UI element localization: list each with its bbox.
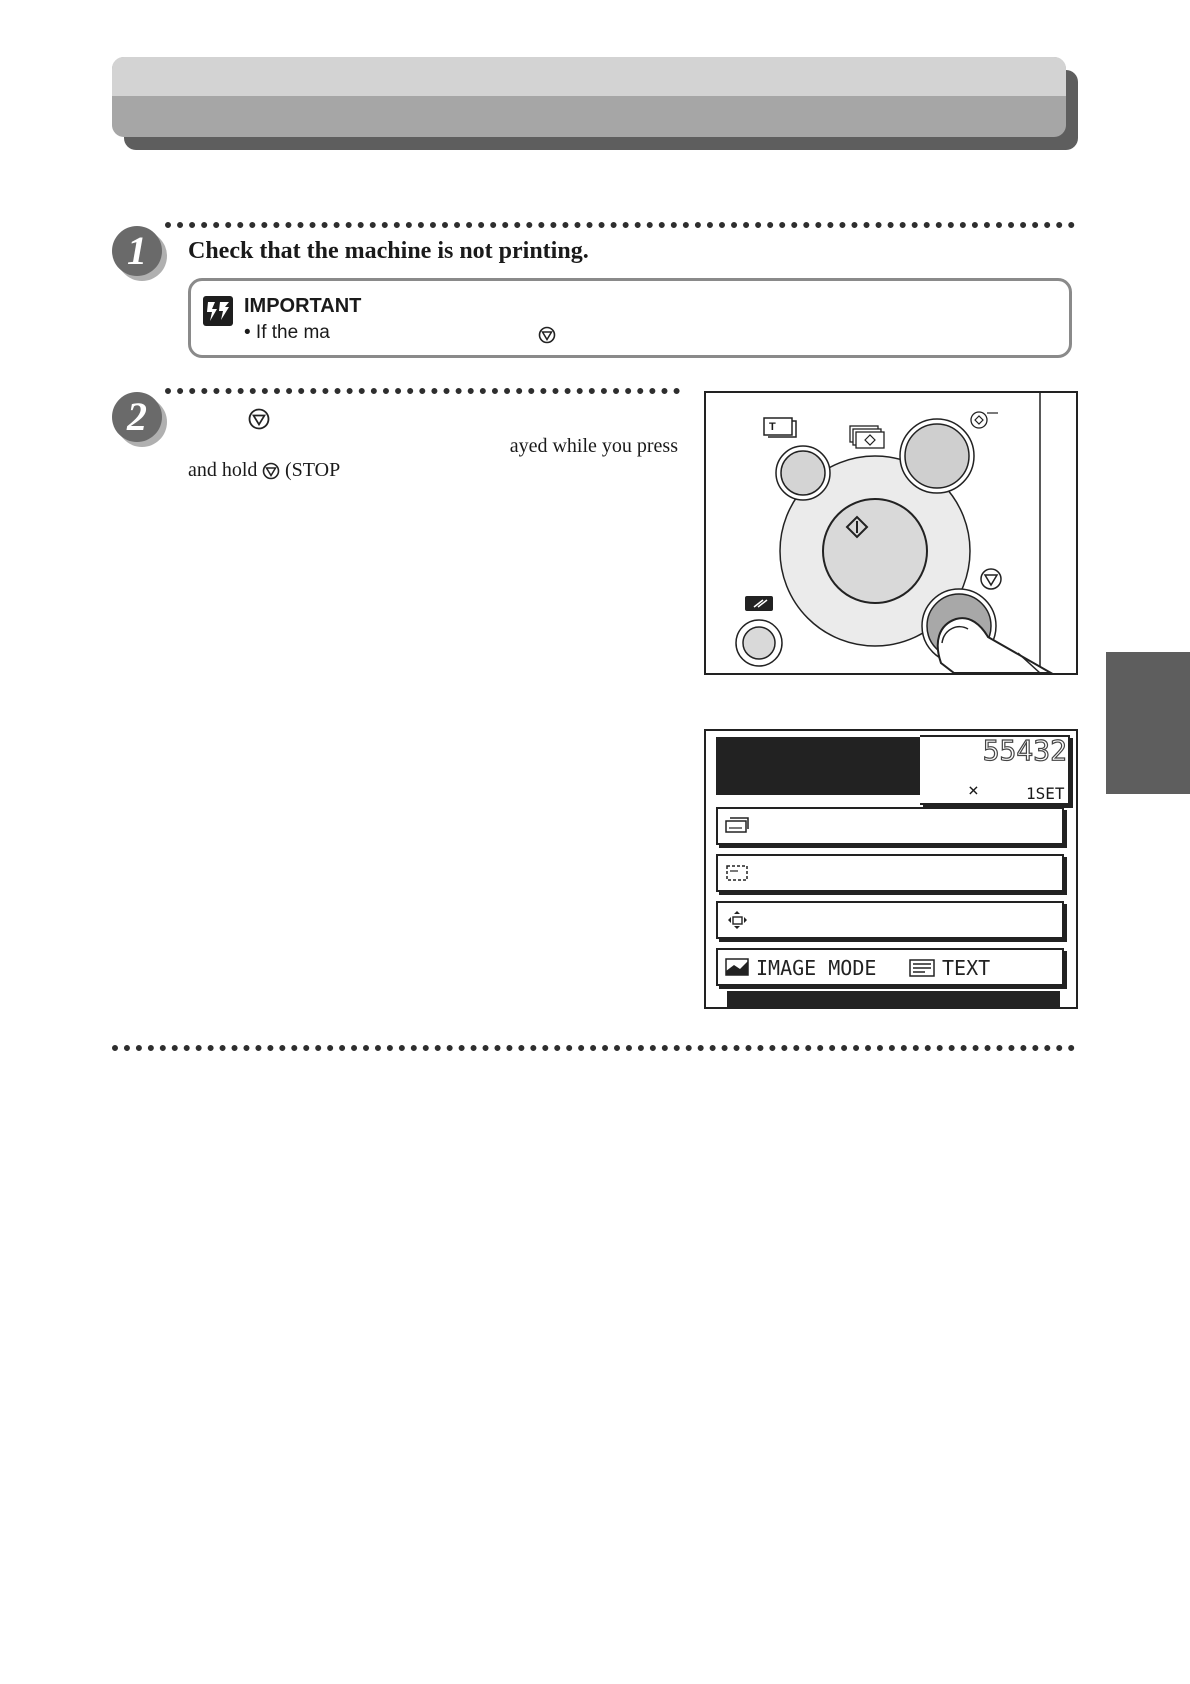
important-title: IMPORTANT: [244, 295, 362, 317]
lcd-row-image-mode[interactable]: [716, 948, 1064, 986]
step2-text-line2: ayed while you press: [509, 435, 678, 457]
step1-badge: 1: [112, 226, 162, 276]
panel-t-label: T: [769, 421, 776, 433]
dotted-rule-step1: [165, 222, 1075, 228]
original-size-icon: [724, 863, 750, 883]
important-icon: [203, 296, 233, 326]
lcd-message-area: [716, 737, 923, 795]
paper-tray-icon: [724, 816, 750, 836]
lcd-bottom-bar: [727, 991, 1060, 1009]
text-mode-label: TEXT: [942, 956, 991, 980]
step2-text-line3a: and hold: [188, 459, 258, 481]
image-mode-label: IMAGE MODE: [756, 956, 877, 980]
chapter-side-tab: [1106, 652, 1190, 794]
header-bar: [112, 57, 1066, 137]
lcd-row-paper-select[interactable]: [716, 807, 1064, 845]
lcd-row-zoom[interactable]: [716, 901, 1064, 939]
step1-title: Check that the machine is not printing.: [188, 238, 589, 264]
dotted-rule-step2: [165, 388, 680, 394]
lcd-set-label: 1SET: [1026, 784, 1065, 803]
lcd-counter: 55432: [982, 734, 1067, 767]
stop-key-icon: [248, 408, 270, 430]
step2-text-line3b: (STOP: [285, 459, 341, 481]
important-text: • If the ma: [244, 322, 330, 343]
step2-badge: 2: [112, 392, 162, 442]
stop-key-icon: [262, 462, 280, 480]
zoom-arrows-icon: [724, 910, 750, 930]
lcd-row-original-size[interactable]: [716, 854, 1064, 892]
important-box: [188, 278, 1072, 358]
dotted-rule-bottom: [112, 1045, 1075, 1051]
operation-panel-illustration: [704, 391, 1078, 675]
lcd-times: ×: [968, 780, 979, 801]
image-mode-icon: [724, 957, 750, 977]
stop-key-icon: [538, 326, 556, 344]
text-mode-icon: [908, 958, 936, 978]
